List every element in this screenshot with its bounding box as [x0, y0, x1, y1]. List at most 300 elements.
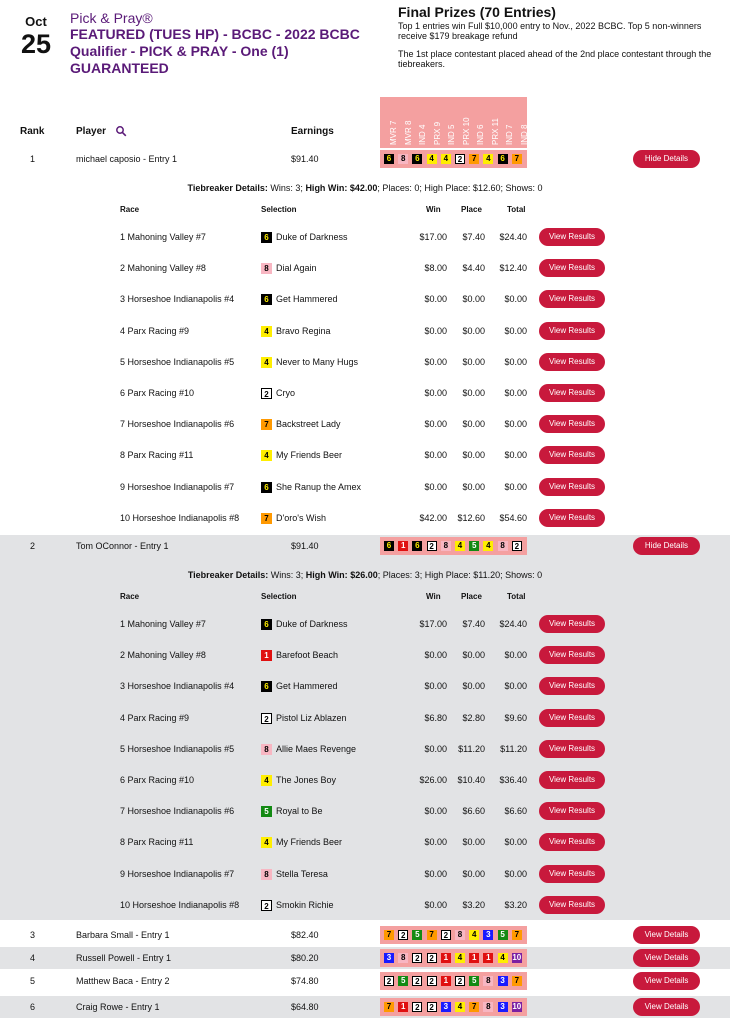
pick-badge: 5 — [412, 930, 422, 940]
pick-badge: 1 — [441, 976, 451, 986]
pick-badge: 1 — [483, 953, 493, 963]
contest-name: FEATURED (TUES HP) - BCBC - 2022 BCBC Qualifier - PICK & PRAY - One (1) GUARANTEED — [70, 26, 360, 76]
table-row — [0, 996, 730, 1018]
race-name: 10 Horseshoe Indianapolis #8 — [120, 512, 240, 523]
race-name: 7 Horseshoe Indianapolis #6 — [120, 419, 235, 430]
view-results-button[interactable]: View Results — [539, 802, 605, 820]
race-name: 4 Parx Racing #9 — [120, 712, 190, 723]
view-results-button[interactable]: View Results — [539, 446, 605, 464]
pick-strip — [380, 150, 527, 168]
total-amount: $9.60 — [504, 712, 527, 723]
win-amount: $17.00 — [419, 619, 447, 629]
pick-badge: 2 — [427, 953, 437, 963]
horse-name: Dial Again — [276, 263, 317, 274]
selection-number: 8 — [261, 263, 272, 274]
race-row — [0, 827, 730, 858]
pick-badge: 1 — [398, 1002, 408, 1012]
place-amount: $12.60 — [457, 512, 485, 523]
selection-number: 2 — [261, 900, 272, 911]
pick-strip — [380, 926, 527, 944]
view-results-button[interactable]: View Results — [539, 833, 605, 851]
pick-badge: 5 — [469, 976, 479, 986]
pick-badge: 7 — [512, 154, 522, 164]
place-amount: $11.20 — [458, 743, 485, 754]
tiebreaker-highwin-label: High Win: — [305, 570, 348, 580]
event-date — [14, 14, 58, 58]
race-code-label: MVR 8 — [403, 120, 413, 145]
race-code-label: PRX 11 — [490, 118, 500, 145]
tiebreaker-details — [0, 183, 730, 193]
selection-number: 6 — [261, 482, 272, 493]
table-row — [0, 970, 730, 992]
selection-number: 4 — [261, 837, 272, 848]
pick-badge: 8 — [398, 154, 408, 164]
total-amount: $0.00 — [504, 837, 527, 848]
win-amount: $17.00 — [419, 232, 447, 242]
pick-badge: 4 — [455, 1002, 465, 1012]
pick-badge: 1 — [469, 953, 479, 963]
win-amount: $0.00 — [424, 450, 447, 461]
place-amount: $7.40 — [462, 619, 485, 629]
rank-cell: 5 — [30, 976, 36, 986]
selection-number: 8 — [261, 869, 272, 880]
race-name: 6 Parx Racing #10 — [120, 388, 195, 398]
total-amount: $12.40 — [499, 263, 527, 274]
table-row — [0, 947, 730, 969]
win-amount: $0.00 — [424, 899, 447, 910]
selection-number: 6 — [261, 619, 272, 630]
pick-badge: 2 — [398, 930, 408, 940]
pick-badge: 4 — [455, 953, 465, 963]
search-icon[interactable] — [115, 125, 127, 137]
place-amount: $0.00 — [462, 837, 485, 848]
place-amount: $0.00 — [462, 681, 485, 692]
selection-number: 2 — [261, 713, 272, 724]
view-results-button[interactable]: View Results — [539, 384, 605, 402]
rank-cell: 3 — [30, 930, 36, 940]
pick-badge: 4 — [441, 154, 451, 164]
pick-badge: 1 — [441, 953, 451, 963]
race-code-label: MVR 7 — [389, 120, 398, 145]
hide-details-button[interactable]: Hide Details — [633, 537, 700, 555]
total-amount: $0.00 — [504, 650, 527, 661]
view-results-button[interactable]: View Results — [539, 646, 605, 664]
race-row — [0, 859, 730, 890]
race-row — [0, 409, 730, 440]
earnings-cell: $91.40 — [291, 541, 319, 551]
rank-cell: 1 — [30, 154, 36, 164]
pick-badge: 5 — [469, 541, 479, 551]
race-name: 4 Parx Racing #9 — [120, 325, 190, 336]
pick-badge: 4 — [469, 930, 479, 940]
view-results-button[interactable]: View Results — [539, 615, 605, 633]
place-amount: $0.00 — [462, 294, 485, 305]
horse-name: Stella Teresa — [276, 868, 328, 879]
race-code-label: IND 7 — [505, 124, 514, 145]
race-code-label: IND 4 — [418, 124, 427, 145]
player-name[interactable]: Matthew Baca - Entry 2 — [76, 976, 170, 986]
pick-badge: 3 — [441, 1002, 451, 1012]
place-amount: $10.40 — [457, 775, 485, 785]
prizes-panel — [398, 5, 723, 69]
race-row — [0, 440, 730, 471]
view-results-button[interactable]: View Results — [539, 509, 605, 527]
tiebreaker-label: Tiebreaker Details: — [187, 570, 269, 580]
pick-badge: 4 — [455, 541, 465, 551]
horse-name: Cryo — [276, 388, 296, 398]
total-amount: $0.00 — [504, 868, 527, 879]
player-name[interactable]: Russell Powell - Entry 1 — [76, 953, 172, 963]
pick-badge: 2 — [512, 541, 522, 551]
selection-number: 6 — [261, 232, 272, 243]
horse-name: Duke of Darkness — [276, 619, 348, 629]
total-amount: $3.20 — [504, 899, 527, 910]
selection-number: 4 — [261, 775, 272, 786]
table-row — [0, 924, 730, 946]
race-name: 5 Horseshoe Indianapolis #5 — [120, 356, 235, 367]
win-amount: $42.00 — [419, 512, 447, 523]
pick-badge: 8 — [483, 976, 493, 986]
pick-strip — [380, 972, 527, 990]
horse-name: Get Hammered — [276, 294, 338, 305]
pick-badge: 6 — [412, 154, 422, 164]
view-results-button[interactable]: View Results — [539, 228, 605, 246]
total-amount: $36.40 — [499, 775, 527, 785]
page-header — [0, 0, 730, 90]
race-row — [0, 609, 730, 640]
pick-badge: 7 — [384, 930, 394, 940]
pick-strip — [380, 998, 527, 1016]
win-amount: $0.00 — [424, 294, 447, 305]
pick-badge: 2 — [384, 976, 394, 986]
total-amount: $24.40 — [499, 619, 527, 629]
race-code-label: IND 6 — [476, 124, 485, 145]
race-name: 3 Horseshoe Indianapolis #4 — [120, 681, 235, 692]
race-name: 2 Mahoning Valley #8 — [120, 650, 206, 661]
place-amount: $4.40 — [462, 263, 485, 274]
place-amount: $0.00 — [462, 325, 485, 336]
pick-strip — [380, 537, 527, 555]
horse-name: Barefoot Beach — [276, 650, 339, 661]
earnings-cell: $91.40 — [291, 154, 319, 164]
detail-column-race: Race — [120, 592, 140, 601]
horse-name: The Jones Boy — [276, 775, 337, 785]
pick-badge: 4 — [498, 953, 508, 963]
selection-number: 4 — [261, 326, 272, 337]
win-amount: $0.00 — [424, 356, 447, 367]
rank-cell: 2 — [30, 541, 36, 551]
detail-column-total: Total — [507, 205, 526, 214]
pick-badge: 2 — [441, 930, 451, 940]
selection-number: 4 — [261, 450, 272, 461]
win-amount: $0.00 — [424, 806, 447, 817]
table-row — [0, 148, 730, 170]
view-details-button[interactable]: View Details — [633, 998, 700, 1016]
horse-name: Never to Many Hugs — [276, 356, 359, 367]
pick-badge: 2 — [412, 1002, 422, 1012]
pick-badge: 2 — [427, 1002, 437, 1012]
pick-badge: 2 — [455, 154, 465, 164]
race-row — [0, 472, 730, 503]
total-amount: $6.60 — [504, 806, 527, 817]
horse-name: D'oro's Wish — [276, 512, 326, 523]
race-row — [0, 734, 730, 765]
total-amount: $0.00 — [504, 481, 527, 492]
pick-badge: 6 — [412, 541, 422, 551]
pick-badge: 8 — [483, 1002, 493, 1012]
hide-details-button[interactable]: Hide Details — [633, 150, 700, 168]
event-month: Oct — [25, 14, 47, 29]
view-results-button[interactable]: View Results — [539, 865, 605, 883]
pick-badge: 3 — [384, 953, 394, 963]
view-results-button[interactable]: View Results — [539, 478, 605, 496]
pick-badge: 8 — [441, 541, 451, 551]
detail-column-total: Total — [507, 592, 526, 601]
pick-badge: 8 — [498, 541, 508, 551]
race-row — [0, 703, 730, 734]
selection-number: 7 — [261, 513, 272, 524]
detail-column-win: Win — [426, 205, 441, 214]
tiebreaker-rest: ; Places: 3; High Place: $11.20; Shows: 0 — [377, 570, 543, 580]
total-amount: $11.20 — [500, 743, 527, 754]
selection-number: 8 — [261, 744, 272, 755]
detail-column-win: Win — [426, 592, 441, 601]
total-amount: $0.00 — [504, 325, 527, 336]
player-name[interactable]: Craig Rowe - Entry 1 — [76, 1002, 160, 1012]
pick-badge: 7 — [512, 976, 522, 986]
race-name: 9 Horseshoe Indianapolis #7 — [120, 868, 235, 879]
race-row — [0, 253, 730, 284]
race-name: 10 Horseshoe Indianapolis #8 — [120, 899, 240, 910]
total-amount: $0.00 — [504, 681, 527, 692]
race-row — [0, 890, 730, 921]
race-name: 5 Horseshoe Indianapolis #5 — [120, 743, 235, 754]
place-amount: $3.20 — [462, 899, 485, 910]
horse-name: Backstreet Lady — [276, 419, 341, 430]
total-amount: $0.00 — [504, 356, 527, 367]
total-amount: $0.00 — [504, 388, 527, 398]
earnings-cell: $82.40 — [291, 930, 319, 940]
pick-strip — [380, 949, 527, 967]
horse-name: My Friends Beer — [276, 837, 343, 848]
player-name[interactable]: michael caposio - Entry 1 — [76, 154, 178, 164]
pick-badge: 7 — [384, 1002, 394, 1012]
selection-number: 5 — [261, 806, 272, 817]
tiebreaker-highwin-value: $26.00 — [350, 570, 378, 580]
selection-number: 6 — [261, 294, 272, 305]
race-row — [0, 378, 730, 409]
place-amount: $0.00 — [462, 356, 485, 367]
view-details-button[interactable]: View Details — [633, 972, 700, 990]
pick-badge: 2 — [455, 976, 465, 986]
race-row — [0, 347, 730, 378]
rank-cell: 6 — [30, 1002, 36, 1012]
pick-badge: 6 — [384, 154, 394, 164]
pick-badge: 7 — [469, 154, 479, 164]
view-results-button[interactable]: View Results — [539, 677, 605, 695]
column-rank: Rank — [20, 126, 45, 137]
rank-cell: 4 — [30, 953, 36, 963]
view-details-button[interactable]: View Details — [633, 949, 700, 967]
pick-badge: 8 — [455, 930, 465, 940]
contest-title — [70, 10, 380, 77]
pick-badge: 10 — [512, 953, 522, 962]
win-amount: $6.80 — [424, 712, 447, 723]
place-amount: $2.80 — [462, 712, 485, 723]
tiebreaker-wins: Wins: 3; — [270, 183, 303, 193]
horse-name: Smokin Richie — [276, 899, 334, 910]
selection-number: 4 — [261, 357, 272, 368]
pick-badge: 1 — [398, 541, 408, 551]
tiebreaker-highwin-label: High Win: — [305, 183, 348, 193]
detail-column-selection: Selection — [261, 592, 297, 601]
total-amount: $24.40 — [499, 232, 527, 242]
table-row — [0, 535, 730, 557]
selection-number: 2 — [261, 388, 272, 399]
place-amount: $0.00 — [462, 868, 485, 879]
place-amount: $0.00 — [462, 388, 485, 398]
contest-type: Pick & Pray® — [70, 10, 153, 26]
tiebreaker-wins: Wins: 3; — [270, 570, 304, 580]
total-amount: $54.60 — [499, 512, 527, 523]
event-day: 25 — [20, 29, 52, 59]
race-row — [0, 671, 730, 702]
tiebreaker-label: Tiebreaker Details: — [187, 183, 268, 193]
selection-number: 1 — [261, 650, 272, 661]
pick-badge: 6 — [498, 154, 508, 164]
tiebreaker-details — [0, 570, 730, 580]
pick-badge: 4 — [427, 154, 437, 164]
tiebreaker-rest: ; Places: 0; High Place: $12.60; Shows: 0 — [377, 183, 543, 193]
place-amount: $0.00 — [462, 450, 485, 461]
player-name[interactable]: Barbara Small - Entry 1 — [76, 930, 170, 940]
win-amount: $0.00 — [424, 681, 447, 692]
detail-column-race: Race — [120, 205, 140, 214]
horse-name: Duke of Darkness — [276, 232, 348, 242]
pick-badge: 2 — [427, 976, 437, 986]
horse-name: My Friends Beer — [276, 450, 343, 461]
race-row — [0, 796, 730, 827]
player-name[interactable]: Tom OConnor - Entry 1 — [76, 541, 169, 551]
column-player: Player — [76, 126, 107, 137]
detail-column-place: Place — [461, 592, 482, 601]
race-row — [0, 503, 730, 534]
pick-badge: 4 — [483, 154, 493, 164]
view-results-button[interactable]: View Results — [539, 290, 605, 308]
pick-badge: 8 — [398, 953, 408, 963]
win-amount: $8.00 — [424, 263, 447, 274]
horse-name: She Ranup the Amex — [276, 481, 362, 492]
win-amount: $0.00 — [424, 650, 447, 661]
view-details-button[interactable]: View Details — [633, 926, 700, 944]
pick-badge: 4 — [483, 541, 493, 551]
tiebreaker-highwin-value: $42.00 — [349, 183, 378, 193]
pick-badge: 3 — [483, 930, 493, 940]
pick-badge: 6 — [384, 541, 394, 551]
race-name: 9 Horseshoe Indianapolis #7 — [120, 481, 235, 492]
pick-badge: 2 — [427, 541, 437, 551]
race-name: 1 Mahoning Valley #7 — [120, 232, 206, 242]
race-code-label: PRX 10 — [461, 117, 471, 145]
selection-number: 7 — [261, 419, 272, 430]
place-amount: $7.40 — [462, 232, 485, 242]
view-results-button[interactable]: View Results — [539, 415, 605, 433]
win-amount: $0.00 — [424, 837, 447, 848]
prizes-description: Top 1 entries win Full $10,000 entry to Nov., 2022 BCBC. Top 5 non-winners receive $179 breakage refund — [398, 21, 702, 41]
win-amount: $0.00 — [424, 743, 447, 754]
horse-name: Get Hammered — [276, 681, 338, 692]
column-earnings: Earnings — [291, 126, 334, 137]
view-results-button[interactable]: View Results — [539, 709, 605, 727]
total-amount: $0.00 — [504, 419, 527, 430]
race-name: 8 Parx Racing #11 — [120, 450, 194, 461]
pick-badge: 5 — [498, 930, 508, 940]
total-amount: $0.00 — [504, 294, 527, 305]
race-code-label: IND 5 — [447, 124, 456, 145]
view-results-button[interactable]: View Results — [539, 771, 605, 789]
place-amount: $6.60 — [462, 806, 485, 817]
detail-column-place: Place — [461, 205, 482, 214]
race-name: 1 Mahoning Valley #7 — [120, 619, 206, 629]
race-name: 2 Mahoning Valley #8 — [120, 263, 206, 274]
total-amount: $0.00 — [504, 450, 527, 461]
earnings-cell: $64.80 — [291, 1002, 319, 1012]
race-name: 8 Parx Racing #11 — [120, 837, 194, 848]
view-results-button[interactable]: View Results — [539, 322, 605, 340]
pick-badge: 10 — [512, 1002, 522, 1011]
view-results-button[interactable]: View Results — [539, 896, 605, 914]
race-row — [0, 640, 730, 671]
pick-badge: 5 — [398, 976, 408, 986]
view-results-button[interactable]: View Results — [539, 259, 605, 277]
pick-badge: 3 — [498, 1002, 508, 1012]
race-name: 7 Horseshoe Indianapolis #6 — [120, 806, 235, 817]
race-row — [0, 316, 730, 347]
earnings-cell: $74.80 — [291, 976, 319, 986]
race-row — [0, 284, 730, 315]
pick-badge: 7 — [512, 930, 522, 940]
horse-name: Allie Maes Revenge — [276, 743, 357, 754]
prizes-tiebreak-note: The 1st place contestant placed ahead of the 2nd place contestant through the tiebreakers. — [398, 49, 712, 69]
pick-badge: 2 — [412, 976, 422, 986]
view-results-button[interactable]: View Results — [539, 353, 605, 371]
prizes-heading: Final Prizes (70 Entries) — [398, 4, 556, 20]
race-code-label: IND 8 — [519, 124, 529, 145]
horse-name: Pistol Liz Ablazen — [276, 712, 347, 723]
win-amount: $26.00 — [419, 775, 447, 785]
race-code-header — [380, 97, 527, 149]
pick-badge: 7 — [469, 1002, 479, 1012]
place-amount: $0.00 — [462, 481, 485, 492]
horse-name: Royal to Be — [276, 806, 323, 817]
selection-number: 6 — [261, 681, 272, 692]
win-amount: $0.00 — [424, 388, 447, 398]
race-row — [0, 765, 730, 796]
win-amount: $0.00 — [424, 325, 447, 336]
pick-badge: 7 — [427, 930, 437, 940]
pick-badge: 2 — [412, 953, 422, 963]
place-amount: $0.00 — [462, 650, 485, 661]
pick-badge: 3 — [498, 976, 508, 986]
win-amount: $0.00 — [424, 419, 447, 430]
horse-name: Bravo Regina — [276, 325, 331, 336]
detail-column-selection: Selection — [261, 205, 297, 214]
race-name: 3 Horseshoe Indianapolis #4 — [120, 294, 235, 305]
view-results-button[interactable]: View Results — [539, 740, 605, 758]
win-amount: $0.00 — [424, 481, 447, 492]
place-amount: $0.00 — [462, 419, 485, 430]
race-name: 6 Parx Racing #10 — [120, 775, 195, 785]
